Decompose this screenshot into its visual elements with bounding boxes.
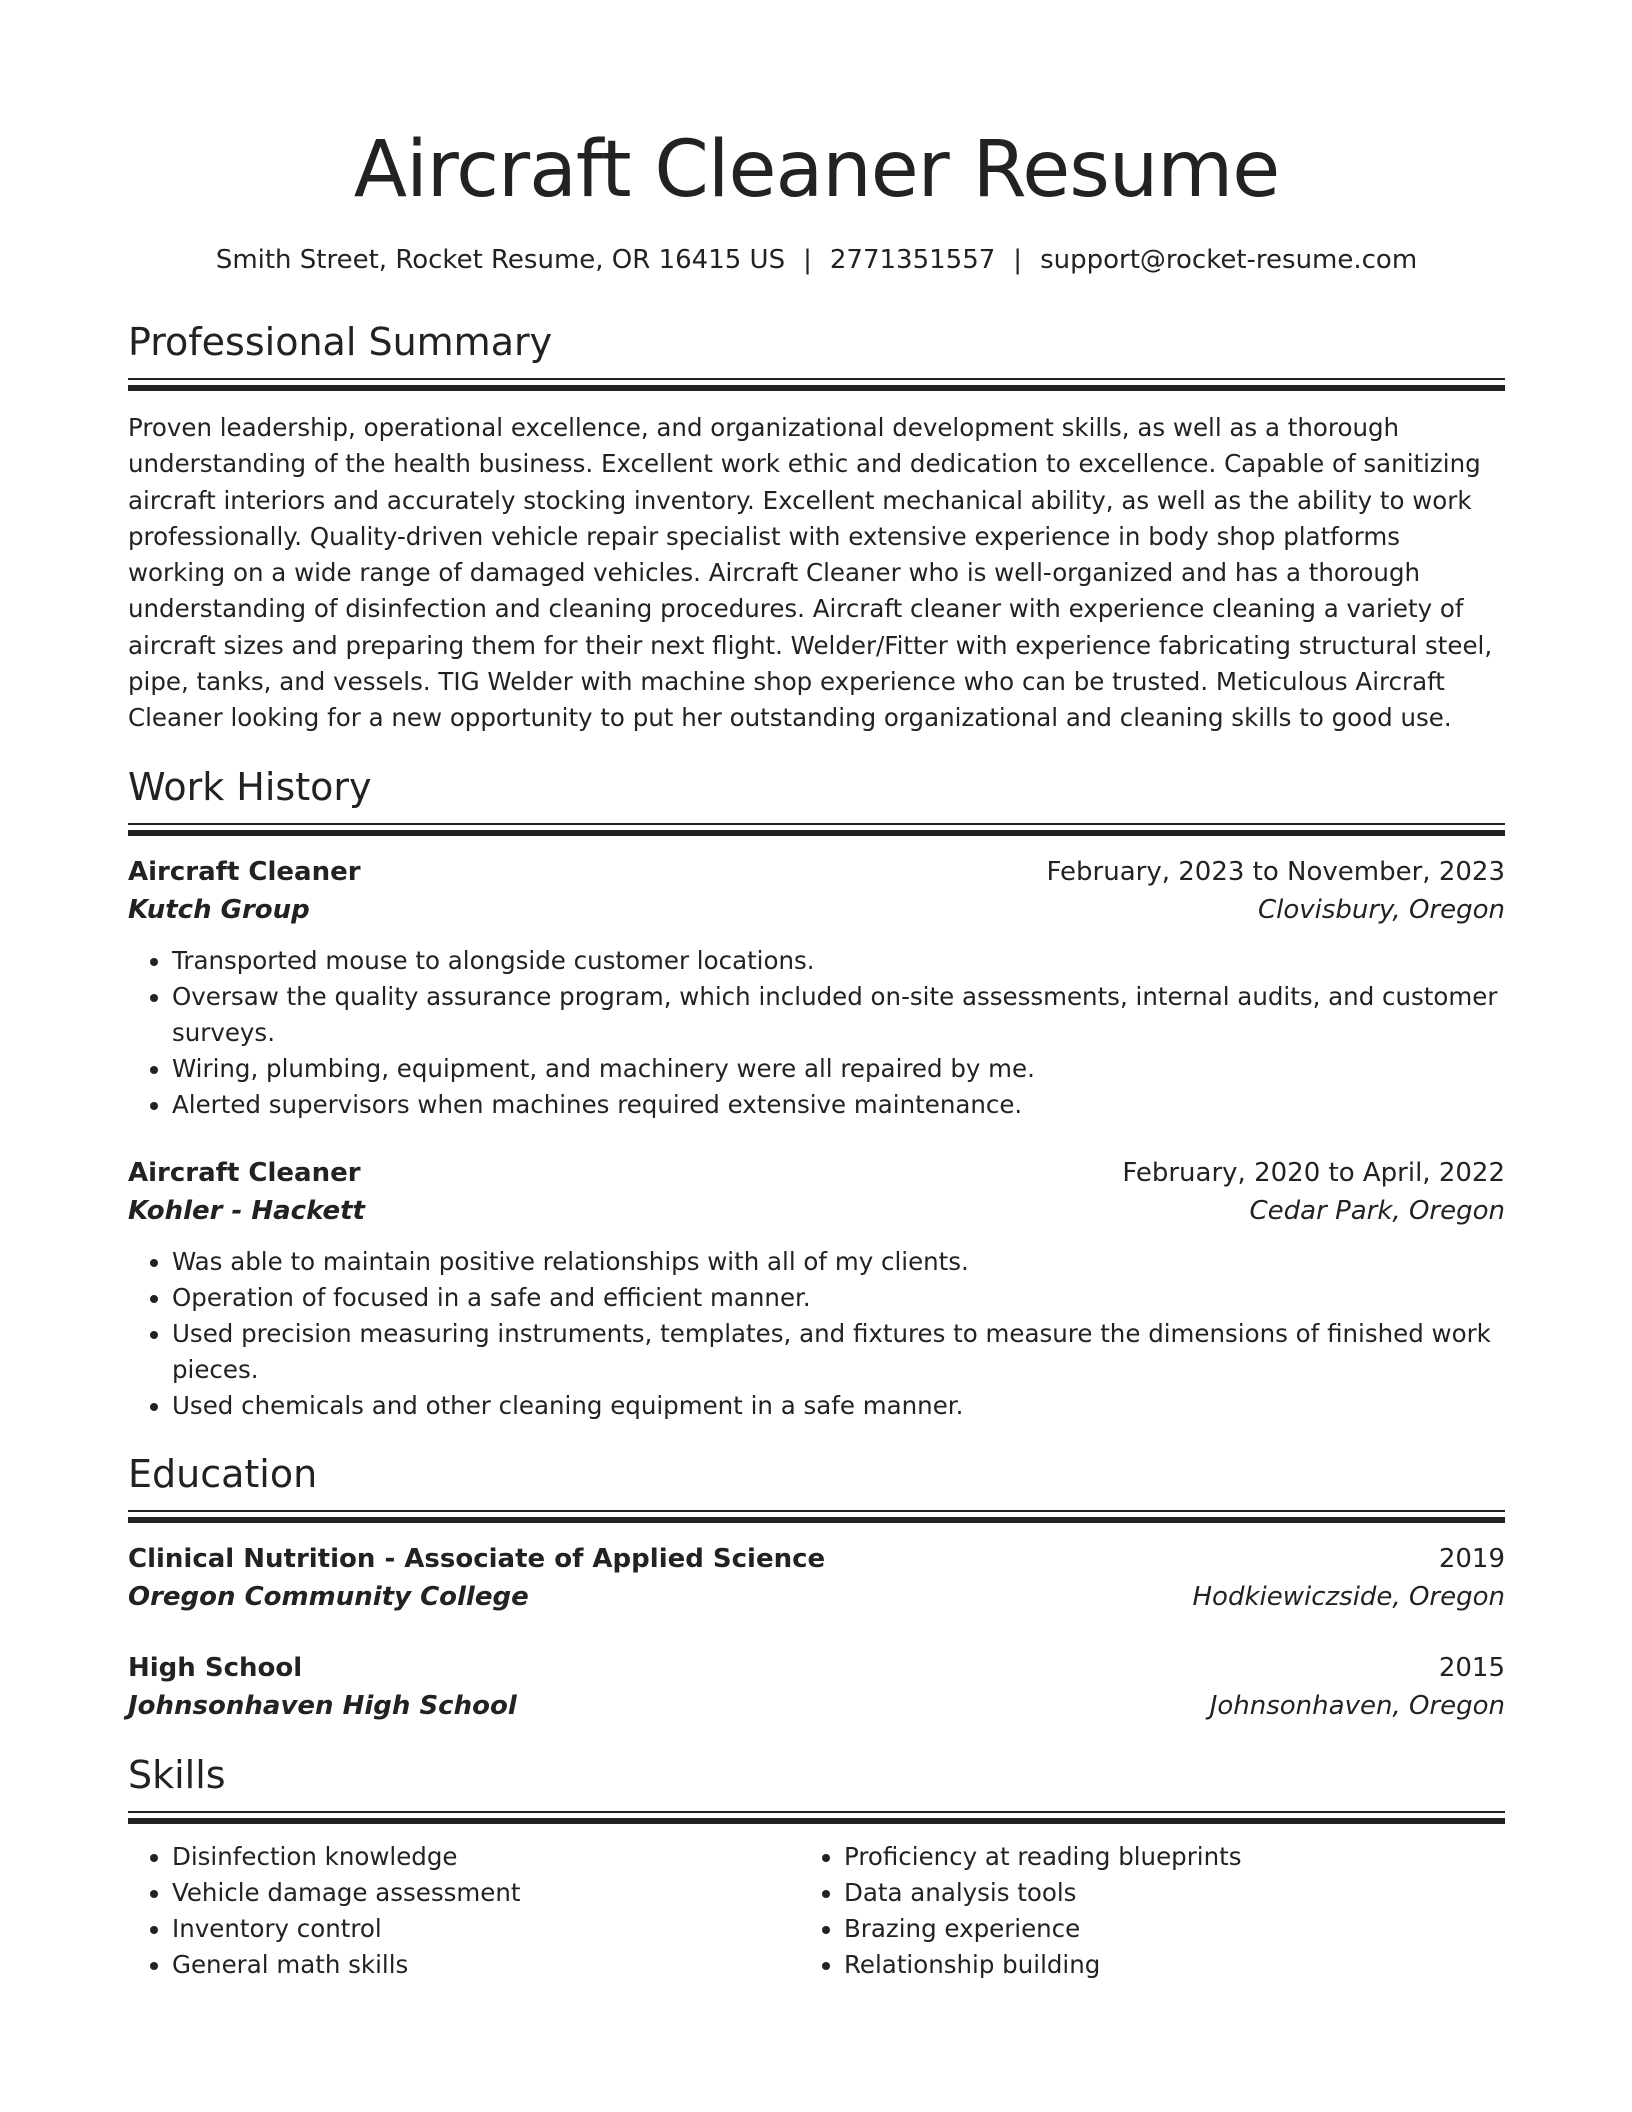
section-divider — [128, 1811, 1505, 1825]
contact-line — [128, 242, 1505, 278]
education-year: 2019 — [1438, 1543, 1505, 1574]
job-header-row — [128, 1154, 1505, 1192]
skills-column-right — [800, 1839, 1472, 1983]
list-item: • Operation of focused in a safe and efficient manner. — [172, 1280, 1505, 1316]
summary-paragraph: Proven leadership, operational excellence, and organizational development skills, as well as a thorough understanding of the health business. Excellent work ethic and dedication to excellence. Capable of sanitizing aircraft interiors and accurately stocking inventory. Excellent mechanical ability, as well as the ability to work professionally. Quality-driven vehicle repair specialist with extensive experience in body shop platforms working on a wide range of damaged vehicles. Aircraft Cleaner who is well-organized and has a thorough understanding of disinfection and cleaning procedures. Aircraft cleaner with experience cleaning a variety of aircraft sizes and preparing them for their next flight. Welder/Fitter with experience fabricating structural steel, pipe, tanks, and vessels. TIG Welder with machine shop experience who can be trusted. Meticulous Aircraft Cleaner looking for a new opportunity to put her outstanding organizational and cleaning skills to good use. — [128, 413, 1493, 733]
list-item: • Data analysis tools — [844, 1875, 1472, 1911]
job-bullets — [128, 943, 1505, 1123]
section-divider — [128, 1510, 1505, 1524]
education-header-row — [128, 1649, 1505, 1687]
contact-separator: | — [803, 245, 812, 275]
job-location: Cedar Park, Oregon — [1249, 1195, 1505, 1226]
list-item: • Brazing experience — [844, 1911, 1472, 1947]
education-section — [128, 1450, 1505, 1725]
skills-list-left — [128, 1839, 800, 1983]
work-history-heading: Work History — [128, 764, 372, 809]
skills-grid — [128, 1839, 1505, 1983]
job-title: Aircraft Cleaner — [128, 856, 361, 887]
list-item: • Inventory control — [172, 1911, 800, 1947]
summary-heading: Professional Summary — [128, 320, 553, 364]
education-degree: High School — [128, 1652, 303, 1683]
list-item: • Used chemicals and other cleaning equipment in a safe manner. — [172, 1388, 1505, 1424]
list-item: • Disinfection knowledge — [172, 1839, 800, 1875]
job-location: Clovisbury, Oregon — [1257, 894, 1505, 925]
list-item: • Used precision measuring instruments, templates, and fixtures to measure the dimensions of finished work pieces. — [172, 1316, 1505, 1388]
education-location: Hodkiewiczside, Oregon — [1192, 1581, 1505, 1612]
education-location: Johnsonhaven, Oregon — [1209, 1690, 1505, 1721]
list-item: • Vehicle damage assessment — [172, 1875, 800, 1911]
skills-section — [128, 1751, 1505, 1983]
education-year: 2015 — [1438, 1652, 1505, 1683]
education-heading: Education — [128, 1451, 318, 1496]
skills-list-right — [800, 1839, 1472, 1983]
education-school-row — [128, 1687, 1505, 1725]
list-item: • Relationship building — [844, 1947, 1472, 1983]
job-title: Aircraft Cleaner — [128, 1157, 361, 1188]
education-entry — [128, 1540, 1505, 1616]
contact-phone: 2771351557 — [829, 245, 996, 275]
section-divider — [128, 823, 1505, 837]
list-item: • Alerted supervisors when machines required extensive maintenance. — [172, 1087, 1505, 1123]
list-item: • General math skills — [172, 1947, 800, 1983]
job-company: Kohler - Hackett — [128, 1195, 365, 1226]
contact-separator: | — [1013, 245, 1023, 275]
summary-section — [128, 318, 1505, 737]
job-company-row — [128, 1192, 1505, 1230]
education-school: Oregon Community College — [128, 1581, 529, 1612]
resume-title: Aircraft Cleaner Resume — [353, 125, 1280, 215]
skills-heading: Skills — [128, 1752, 226, 1797]
education-header-row — [128, 1540, 1505, 1578]
job-dates: February, 2020 to April, 2022 — [1122, 1157, 1505, 1188]
skills-column-left — [128, 1839, 800, 1983]
education-degree: Clinical Nutrition - Associate of Applied Science — [128, 1543, 826, 1574]
job-entry — [128, 853, 1505, 1123]
job-company-row — [128, 891, 1505, 929]
contact-email: support@rocket-resume.com — [1040, 245, 1418, 275]
education-school-row — [128, 1578, 1505, 1616]
list-item: • Wiring, plumbing, equipment, and machinery were all repaired by me. — [172, 1051, 1505, 1087]
job-header-row — [128, 853, 1505, 891]
education-school: Johnsonhaven High School — [128, 1690, 517, 1721]
job-dates: February, 2023 to November, 2023 — [1046, 856, 1505, 887]
contact-address: Smith Street, Rocket Resume, OR 16415 US — [215, 245, 786, 275]
list-item: • Was able to maintain positive relationships with all of my clients. — [172, 1244, 1505, 1280]
list-item: • Transported mouse to alongside customer locations. — [172, 943, 1505, 979]
list-item: • Oversaw the quality assurance program, which included on-site assessments, internal audits, and customer surveys. — [172, 979, 1505, 1051]
job-company: Kutch Group — [128, 894, 310, 925]
job-bullets — [128, 1244, 1505, 1424]
work-history-section — [128, 763, 1505, 1424]
education-entry — [128, 1649, 1505, 1725]
section-divider — [128, 378, 1505, 392]
list-item: • Proficiency at reading blueprints — [844, 1839, 1472, 1875]
job-entry — [128, 1154, 1505, 1424]
